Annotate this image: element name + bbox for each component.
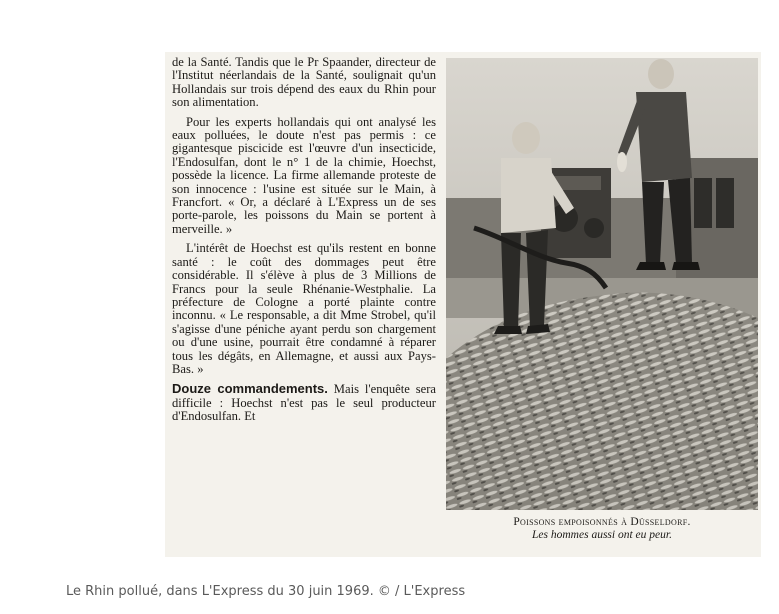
paragraph-3: L'intérêt de Hoechst est qu'ils restent en bonne santé : le coût des dommages peut être considérable. Il s'élève à plus de 3 Millions de Francs pour la seule Rhénanie-Westphalie. La préfecture de Cologne a porté plainte contre inconnu. « Le responsable, a dit Mme Strobel, qu'il s'agisse d'une péniche ayant perdu son chargement ou d'une usine, pourrait être condamné à réparer tous les dégâts, en Allemagne, et aussi aux Pays-Bas. » (172, 241, 436, 376)
paragraph-4 (172, 382, 436, 423)
article-column (172, 56, 436, 430)
news-photo (446, 58, 758, 510)
dead-fish-photo-illustration (446, 58, 758, 510)
paragraph-1: de la Santé. Tandis que le Pr Spaander, directeur de l'Institut néerlandais de la Santé, soulignait qu'un Hollandais sur trois dépend des eaux du Rhin pour son alimentation. (172, 55, 436, 110)
paragraph-2: Pour les experts hollandais qui ont analysé les eaux polluées, le doute n'est pas permis : ce gigantesque piscicide est l'œuvre d'un insecticide, l'Endosulfan, dont le n° 1 de la chimie, Hoechst, possède la licence. La firme allemande proteste de son innocence : l'usine est située sur le Main, à Francfort. « Or, a déclaré à L'Express un de ses porte-parole, les poissons du Main se portent à merveille. » (172, 114, 436, 236)
section-heading: Douze commandements. (172, 381, 328, 397)
photo-caption (446, 516, 758, 542)
image-credit: Le Rhin pollué, dans L'Express du 30 juin 1969. © / L'Express (66, 584, 466, 599)
caption-subtitle: Les hommes aussi ont eu peur. (532, 529, 672, 541)
paragraph-4-text: Mais l'enquête sera difficile : Hoechst n'est pas le seul producteur d'Endosulfan. Et (172, 382, 436, 424)
caption-title: Poissons empoisonnés à Düsseldorf. (513, 516, 691, 528)
